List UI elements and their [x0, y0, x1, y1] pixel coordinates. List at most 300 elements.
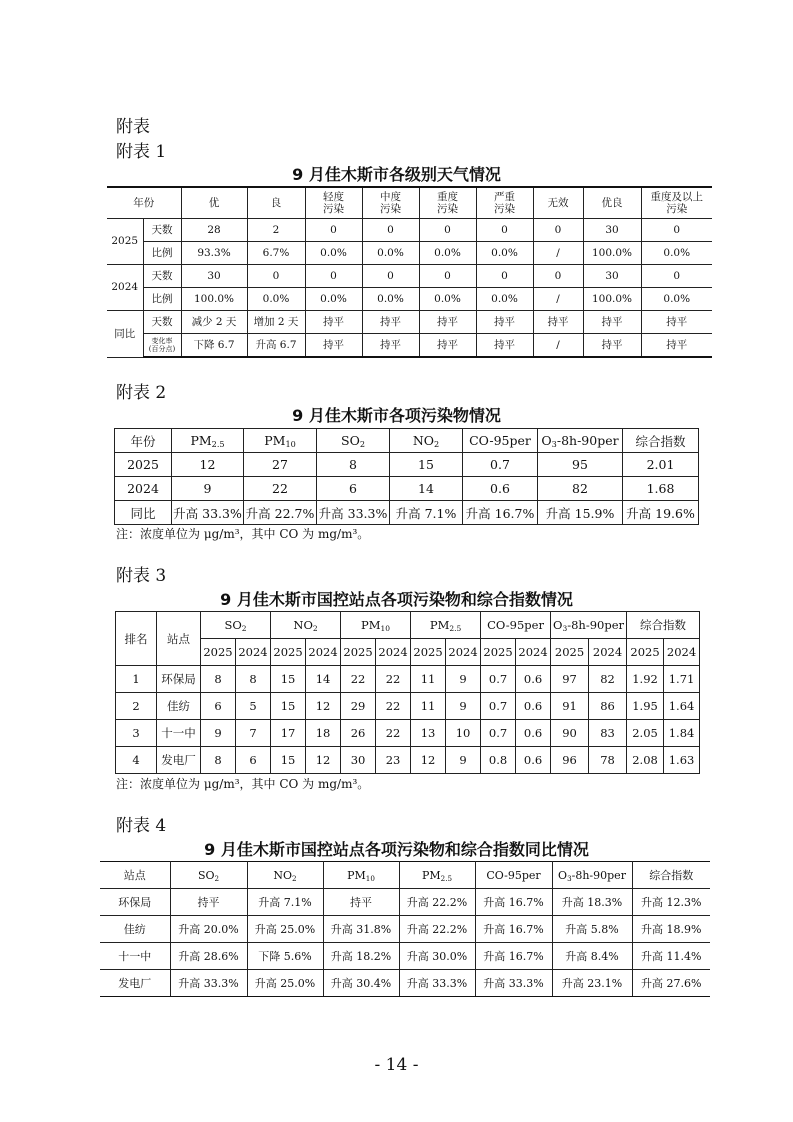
table-4-title: 9 月佳木斯市国控站点各项污染物和综合指数同比情况 — [204, 840, 589, 859]
table-cell: 100.0% — [583, 241, 641, 264]
row-group-label: 同比 — [107, 310, 143, 357]
table-cell: 升高 8.4% — [552, 943, 632, 970]
table-cell: 15 — [271, 693, 306, 720]
table-header-row — [100, 862, 710, 889]
header-text: 优 — [208, 196, 220, 209]
station-cell: 环保局 — [157, 666, 201, 693]
table-cell: 升高 27.6% — [632, 970, 710, 997]
table-cell: 9 — [446, 693, 481, 720]
header-text: CO-95per — [487, 618, 544, 632]
col-header-heavy-above — [641, 187, 712, 218]
table-1-title: 9 月佳木斯市各级别天气情况 — [292, 165, 501, 184]
table-cell: 15 — [271, 666, 306, 693]
header-text: NO — [293, 618, 313, 632]
col-header-station — [100, 862, 170, 889]
header-text: 严重 — [494, 190, 515, 203]
table-cell: 5 — [236, 693, 271, 720]
col-header-co — [475, 862, 552, 889]
col-header-year: 2024 — [516, 639, 551, 666]
table-cell: 升高 25.0% — [247, 970, 323, 997]
table-cell: 升高 16.7% — [475, 916, 552, 943]
table-cell: 78 — [589, 747, 627, 774]
table-cell: 升高 7.1% — [390, 501, 463, 525]
header-subscript: 10 — [365, 873, 375, 883]
header-subscript: 10 — [285, 439, 296, 450]
table-row — [100, 916, 710, 943]
table-cell: 0.6 — [516, 666, 551, 693]
row-label: 比例 — [143, 241, 181, 264]
table-row — [115, 477, 699, 501]
header-text: -8h-90per — [571, 868, 626, 882]
header-text: O — [558, 868, 568, 882]
table-cell: 9 — [201, 720, 236, 747]
col-header-no2 — [390, 429, 463, 453]
table-cell: 升高 16.7% — [475, 889, 552, 916]
table-cell: 0.0% — [476, 287, 533, 310]
header-subscript: 3 — [562, 623, 568, 633]
header-subscript: 3 — [567, 873, 572, 883]
table-cell: 0 — [305, 218, 362, 241]
col-header-year: 2025 — [481, 639, 516, 666]
page-number: - 14 - — [374, 1055, 419, 1075]
table-cell: 持平 — [362, 333, 419, 357]
table-cell: 升高 11.4% — [632, 943, 710, 970]
table-cell: 0.0% — [476, 241, 533, 264]
table-cell: 1.92 — [627, 666, 664, 693]
header-text: O — [553, 618, 563, 632]
col-header-severe — [476, 187, 533, 218]
table-cell: 下降 6.7 — [181, 333, 247, 357]
header-text: O — [541, 433, 552, 448]
station-cell: 佳纺 — [157, 693, 201, 720]
table-cell: 22 — [376, 720, 411, 747]
col-header-year: 2024 — [589, 639, 627, 666]
table-cell: 0 — [641, 264, 712, 287]
header-text: PM — [429, 618, 450, 632]
table-cell: 15 — [390, 453, 463, 477]
table-3-note: 注：浓度单位为 μg/m³，其中 CO 为 mg/m³。 — [116, 777, 370, 791]
row-label — [143, 333, 181, 357]
table-row — [115, 501, 699, 525]
header-subscript: 2 — [434, 439, 440, 450]
table-cell: 30 — [181, 264, 247, 287]
col-header-moderate — [362, 187, 419, 218]
col-header-pm10 — [323, 862, 399, 889]
header-text: PM — [421, 868, 441, 882]
table-row — [107, 264, 712, 287]
station-cell: 十一中 — [157, 720, 201, 747]
table-cell: 0.8 — [481, 747, 516, 774]
table-cell: 0.7 — [463, 453, 538, 477]
col-header-year: 2025 — [201, 639, 236, 666]
header-text: 综合指数 — [635, 433, 686, 449]
table-cell: 91 — [551, 693, 589, 720]
table-cell: 0.6 — [516, 720, 551, 747]
col-header-o3 — [538, 429, 623, 453]
table-cell: 0.7 — [481, 693, 516, 720]
table-cell: 2024 — [115, 477, 172, 501]
table-cell: 升高 33.3% — [172, 501, 244, 525]
header-text: CO-95per — [469, 433, 531, 448]
table-cell: 0.0% — [641, 241, 712, 264]
table-cell: 0.6 — [463, 477, 538, 501]
table-cell: 0.6 — [516, 693, 551, 720]
table-cell: 升高 30.4% — [323, 970, 399, 997]
table-cell: 升高 6.7 — [247, 333, 305, 357]
header-text: NO — [273, 868, 293, 882]
table-cell: 升高 33.3% — [475, 970, 552, 997]
table-cell: 升高 7.1% — [247, 889, 323, 916]
header-text: CO-95per — [486, 868, 541, 882]
table-cell: 10 — [446, 720, 481, 747]
header-text: PM — [190, 433, 212, 448]
col-header-co — [481, 612, 551, 639]
table-cell: 0.7 — [481, 720, 516, 747]
table-cell: 1.68 — [623, 477, 699, 501]
col-header-no2 — [247, 862, 323, 889]
col-header-year: 2025 — [341, 639, 376, 666]
table-cell: 持平 — [419, 333, 476, 357]
header-text: 中度 — [380, 190, 401, 203]
col-header-year: 2025 — [551, 639, 589, 666]
table-cell: 22 — [244, 477, 317, 501]
rank-cell: 3 — [116, 720, 157, 747]
header-text: 重度及以上 — [650, 190, 703, 203]
table-cell: 升高 22.2% — [399, 916, 475, 943]
table-cell: 升高 5.8% — [552, 916, 632, 943]
table-cell: 8 — [201, 747, 236, 774]
header-text: 重度 — [437, 190, 458, 203]
table-cell: 0 — [476, 218, 533, 241]
table-cell: 持平 — [305, 333, 362, 357]
table-cell: 升高 16.7% — [475, 943, 552, 970]
table-cell: 1.64 — [664, 693, 700, 720]
table-cell: 持平 — [583, 310, 641, 333]
table-cell: 1.71 — [664, 666, 700, 693]
table-cell: 15 — [271, 747, 306, 774]
header-subscript: 2 — [359, 439, 365, 450]
col-header-year: 2024 — [236, 639, 271, 666]
table-row — [107, 241, 712, 264]
table-cell: 0.6 — [516, 747, 551, 774]
table-cell: 28 — [181, 218, 247, 241]
table-cell: 18 — [306, 720, 341, 747]
table-cell: 0 — [362, 264, 419, 287]
col-header-year: 2025 — [271, 639, 306, 666]
table-cell: 持平 — [419, 310, 476, 333]
row-group-label: 2025 — [107, 218, 143, 264]
header-text: 综合指数 — [640, 618, 687, 632]
table-cell: 持平 — [362, 310, 419, 333]
table-row — [116, 693, 700, 720]
table-cell: 升高 28.6% — [170, 943, 247, 970]
table-cell: 升高 33.3% — [317, 501, 390, 525]
table-cell: 2.05 — [627, 720, 664, 747]
table-cell: 1.84 — [664, 720, 700, 747]
col-header-pm25 — [399, 862, 475, 889]
header-text: 污染 — [437, 202, 458, 215]
table-cell: / — [533, 287, 583, 310]
col-header-year — [115, 429, 172, 453]
table-cell: 27 — [244, 453, 317, 477]
header-text: -8h-90per — [556, 433, 619, 448]
table-cell: 升高 23.1% — [552, 970, 632, 997]
rank-cell: 4 — [116, 747, 157, 774]
table-cell: 12 — [411, 747, 446, 774]
row-label-sub: (百分点) — [148, 344, 176, 353]
table-cell: 9 — [172, 477, 244, 501]
table-cell: 持平 — [476, 310, 533, 333]
table-cell: 0 — [247, 264, 305, 287]
col-header-excellent-good — [583, 187, 641, 218]
table-cell: 0.0% — [247, 287, 305, 310]
table-cell: 升高 33.3% — [170, 970, 247, 997]
table-cell: 86 — [589, 693, 627, 720]
table-1-label: 附表 1 — [116, 142, 167, 162]
table-cell: 12 — [306, 747, 341, 774]
table-cell: 14 — [390, 477, 463, 501]
table-row — [116, 666, 700, 693]
table-cell: 95 — [538, 453, 623, 477]
table-cell: 升高 15.9% — [538, 501, 623, 525]
header-text: NO — [412, 433, 434, 448]
table-cell: 0 — [533, 218, 583, 241]
table-cell: 持平 — [583, 333, 641, 357]
header-text: 优良 — [601, 196, 623, 209]
table-cell: 14 — [306, 666, 341, 693]
appendix-heading: 附表 — [116, 117, 150, 137]
table-2-title: 9 月佳木斯市各项污染物情况 — [292, 406, 501, 425]
table-cell: 30 — [583, 264, 641, 287]
table-header-row — [107, 187, 712, 218]
header-text: SO — [341, 433, 360, 448]
rank-cell: 1 — [116, 666, 157, 693]
col-header-station: 站点 — [157, 612, 201, 666]
row-label: 天数 — [143, 218, 181, 241]
table-cell: 8 — [201, 666, 236, 693]
table-row — [107, 218, 712, 241]
table-row — [100, 970, 710, 997]
col-header-rank: 排名 — [116, 612, 157, 666]
table-cell: 持平 — [533, 310, 583, 333]
table-cell: 0 — [305, 264, 362, 287]
table-row — [115, 453, 699, 477]
table-2-note: 注：浓度单位为 μg/m³，其中 CO 为 mg/m³。 — [116, 527, 370, 541]
table-cell: 90 — [551, 720, 589, 747]
table-cell: 0.0% — [419, 241, 476, 264]
header-text: PM — [347, 868, 366, 882]
table-2-label: 附表 2 — [116, 383, 167, 403]
col-header-good — [247, 187, 305, 218]
table-cell: 持平 — [305, 310, 362, 333]
table-cell: 0 — [362, 218, 419, 241]
table-cell: 升高 18.3% — [552, 889, 632, 916]
table-row — [116, 720, 700, 747]
header-text: 年份 — [130, 433, 156, 449]
table-cell: 30 — [583, 218, 641, 241]
table-4-label: 附表 4 — [116, 816, 167, 836]
col-header-so2 — [201, 612, 271, 639]
table-row — [107, 333, 712, 357]
col-header-pm10 — [244, 429, 317, 453]
col-header-so2 — [170, 862, 247, 889]
table-cell: 22 — [341, 666, 376, 693]
table-cell: 17 — [271, 720, 306, 747]
col-header-o3 — [551, 612, 627, 639]
table-cell: 100.0% — [181, 287, 247, 310]
weather-level-table — [107, 186, 712, 358]
table-cell: 升高 25.0% — [247, 916, 323, 943]
table-cell: 12 — [172, 453, 244, 477]
table-cell: 6 — [317, 477, 390, 501]
header-subscript: 2.5 — [211, 439, 225, 450]
table-cell: 22 — [376, 693, 411, 720]
table-cell: 持平 — [323, 889, 399, 916]
table-cell: 13 — [411, 720, 446, 747]
table-row — [107, 310, 712, 333]
col-header-year: 2025 — [411, 639, 446, 666]
table-cell: / — [533, 241, 583, 264]
station-yoy-table — [100, 861, 710, 997]
table-cell: 0 — [476, 264, 533, 287]
table-cell: 升高 19.6% — [623, 501, 699, 525]
table-header-row — [115, 429, 699, 453]
header-text: 轻度 — [323, 190, 344, 203]
header-text: -8h-90per — [567, 618, 625, 632]
table-cell: 2.01 — [623, 453, 699, 477]
table-cell: 0.0% — [419, 287, 476, 310]
table-cell: 0 — [533, 264, 583, 287]
table-cell: 82 — [589, 666, 627, 693]
table-cell: 0.0% — [305, 287, 362, 310]
table-cell: 22 — [376, 666, 411, 693]
table-cell: 11 — [411, 666, 446, 693]
table-cell: 0.7 — [481, 666, 516, 693]
table-cell: 同比 — [115, 501, 172, 525]
col-header-o3 — [552, 862, 632, 889]
row-label: 比例 — [143, 287, 181, 310]
table-cell: 持平 — [170, 889, 247, 916]
col-header-aqi — [632, 862, 710, 889]
table-cell: 升高 22.7% — [244, 501, 317, 525]
table-cell: 6 — [236, 747, 271, 774]
rank-cell: 2 — [116, 693, 157, 720]
table-cell: 1.63 — [664, 747, 700, 774]
table-cell: 2 — [247, 218, 305, 241]
table-cell: 6 — [201, 693, 236, 720]
table-cell: 0.0% — [641, 287, 712, 310]
col-header-invalid — [533, 187, 583, 218]
row-group-label: 2024 — [107, 264, 143, 310]
header-subscript: 2 — [292, 873, 297, 883]
header-text: SO — [224, 618, 242, 632]
table-cell: 100.0% — [583, 287, 641, 310]
table-cell: 减少 2 天 — [181, 310, 247, 333]
table-row — [107, 287, 712, 310]
table-row — [116, 747, 700, 774]
col-header-year: 2025 — [627, 639, 664, 666]
col-header-year: 2024 — [664, 639, 700, 666]
table-cell: 升高 33.3% — [399, 970, 475, 997]
station-cell: 佳纺 — [100, 916, 170, 943]
table-cell: 0.0% — [305, 241, 362, 264]
station-cell: 十一中 — [100, 943, 170, 970]
header-text: 良 — [270, 196, 282, 209]
table-cell: 9 — [446, 747, 481, 774]
table-cell: 1.95 — [627, 693, 664, 720]
table-cell: 下降 5.6% — [247, 943, 323, 970]
header-subscript: 2.5 — [449, 623, 462, 633]
header-text: 综合指数 — [649, 869, 694, 882]
table-cell: 97 — [551, 666, 589, 693]
table-3-title: 9 月佳木斯市国控站点各项污染物和综合指数情况 — [220, 590, 573, 609]
col-header-pm25 — [172, 429, 244, 453]
station-cell: 发电厂 — [157, 747, 201, 774]
table-cell: 升高 16.7% — [463, 501, 538, 525]
table-cell: 升高 18.9% — [632, 916, 710, 943]
header-text: 污染 — [323, 202, 344, 215]
table-cell: 6.7% — [247, 241, 305, 264]
row-label: 天数 — [143, 310, 181, 333]
table-cell: / — [533, 333, 583, 357]
table-cell: 升高 31.8% — [323, 916, 399, 943]
header-text: PM — [264, 433, 286, 448]
table-cell: 升高 22.2% — [399, 889, 475, 916]
table-cell: 2025 — [115, 453, 172, 477]
table-row — [100, 943, 710, 970]
header-subscript: 2 — [312, 623, 318, 633]
table-cell: 持平 — [641, 333, 712, 357]
col-header-no2 — [271, 612, 341, 639]
col-header-heavy — [419, 187, 476, 218]
table-subheader-row — [116, 639, 700, 666]
col-header-aqi — [627, 612, 700, 639]
table-cell: 升高 30.0% — [399, 943, 475, 970]
table-cell: 93.3% — [181, 241, 247, 264]
header-text: SO — [197, 868, 215, 882]
table-3-label: 附表 3 — [116, 566, 167, 586]
table-cell: 30 — [341, 747, 376, 774]
header-subscript: 2 — [241, 623, 247, 633]
col-header-light — [305, 187, 362, 218]
table-cell: 96 — [551, 747, 589, 774]
table-cell: 升高 20.0% — [170, 916, 247, 943]
table-cell: 升高 12.3% — [632, 889, 710, 916]
header-subscript: 2 — [214, 873, 220, 883]
header-text: 污染 — [494, 202, 515, 215]
table-cell: 2.08 — [627, 747, 664, 774]
table-cell: 26 — [341, 720, 376, 747]
col-header-year: 2024 — [446, 639, 481, 666]
table-cell: 持平 — [476, 333, 533, 357]
table-cell: 8 — [317, 453, 390, 477]
header-text: 无效 — [547, 196, 569, 209]
table-row — [100, 889, 710, 916]
station-cell: 环保局 — [100, 889, 170, 916]
table-cell: 12 — [306, 693, 341, 720]
table-cell: 0 — [419, 264, 476, 287]
col-header-so2 — [317, 429, 390, 453]
table-cell: 0.0% — [362, 241, 419, 264]
row-label-main: 变化率 — [151, 336, 173, 345]
table-cell: 0.0% — [362, 287, 419, 310]
table-cell: 0 — [419, 218, 476, 241]
table-cell: 83 — [589, 720, 627, 747]
table-cell: 持平 — [641, 310, 712, 333]
row-label: 天数 — [143, 264, 181, 287]
col-header-co — [463, 429, 538, 453]
pollutant-table — [114, 428, 699, 525]
